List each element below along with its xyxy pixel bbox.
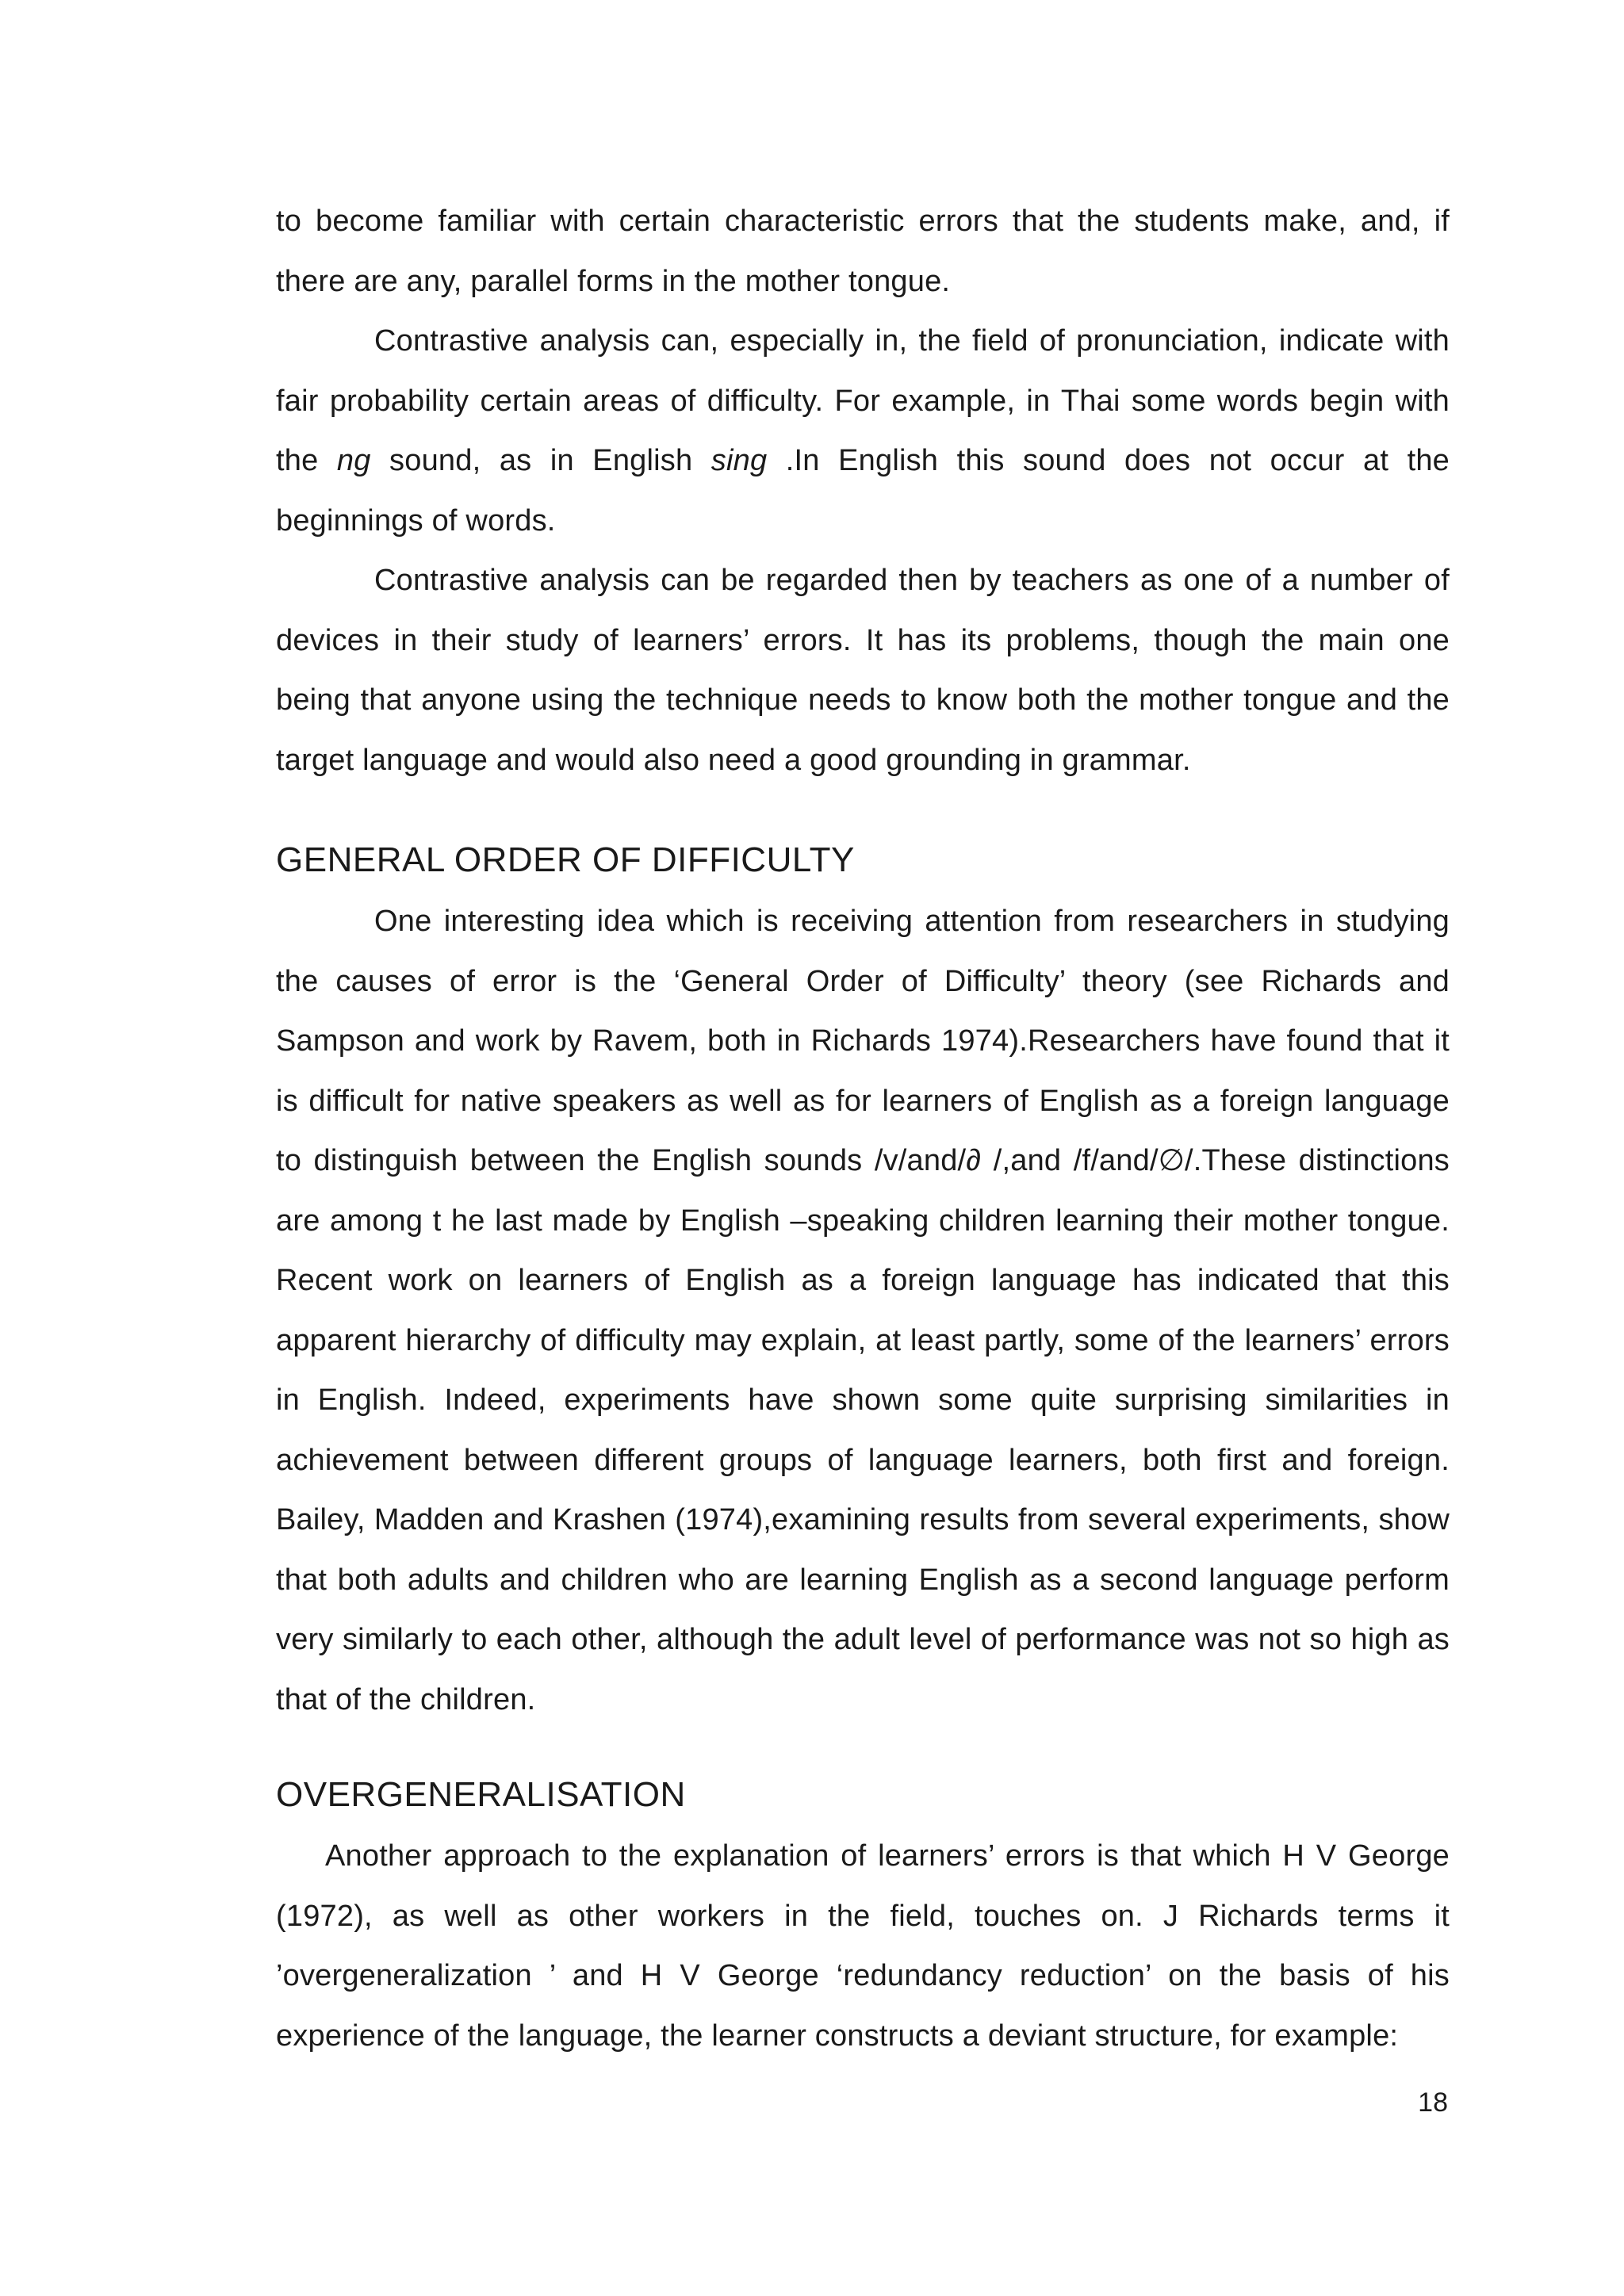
page-number: 18 xyxy=(1418,2087,1448,2118)
paragraph-text-part: Contrastive analysis can, especially in, the field of pronunciation, indicate with fair probability certain areas of difficulty. For example, in Thai some words begin with the xyxy=(276,324,1450,477)
paragraph-overgeneralisation: Another approach to the explanation of learners’ errors is that which H V George (1972), as well as other workers in the field, touches on. J Richards terms it ’overgeneralization ’ and H V George ‘redundancy reduction’ on the basis of his experience of the language, the learner constructs a deviant structure, for example: xyxy=(276,1839,1450,2053)
page-body xyxy=(276,192,1450,2066)
paragraph-continuation: to become familiar with certain characteristic errors that the students make, and, if there are any, parallel forms in the mother tongue. xyxy=(276,205,1450,298)
section-heading-overgeneralisation: OVERGENERALISATION xyxy=(276,1775,686,1814)
paragraph-text-part: sound, as in English xyxy=(370,444,711,477)
section-heading-general-order: GENERAL ORDER OF DIFFICULTY xyxy=(276,840,855,879)
paragraph-contrastive-pronunciation xyxy=(276,312,1450,551)
paragraph-general-order: One interesting idea which is receiving attention from researchers in studying the causes of error is the ‘General Order of Difficulty’ theory (see Richards and Sampson and work by Ravem, both in Richards 1974).Researchers have found that it is difficult for native speakers as well as for learners of English as a foreign language to distinguish between the English sounds /v/and/∂ /,and /f/and/∅/.These distinctions are among t he last made by English –speaking children learning their mother tongue. Recent work on learners of English as a foreign language has indicated that this apparent hierarchy of difficulty may explain, at least partly, some of the learners’ errors in English. Indeed, experiments have shown some quite surprising similarities in achievement between different groups of language learners, both first and foreign. Bailey, Madden and Krashen (1974),examining results from several experiments, show that both adults and children who are learning English as a second language perform very similarly to each other, although the adult level of performance was not so high as that of the children. xyxy=(276,905,1450,1716)
italic-term-sing: sing xyxy=(710,444,768,477)
italic-term-ng: ng xyxy=(336,444,371,477)
paragraph-text-part: .In English this sound does not occur at the beginnings of words. xyxy=(276,444,1450,538)
paragraph-contrastive-devices: Contrastive analysis can be regarded then by teachers as one of a number of devices in their study of learners’ errors. It has its problems, though the main one being that anyone using the technique needs to know both the mother tongue and the target language and would also need a good grounding in grammar. xyxy=(276,564,1450,777)
